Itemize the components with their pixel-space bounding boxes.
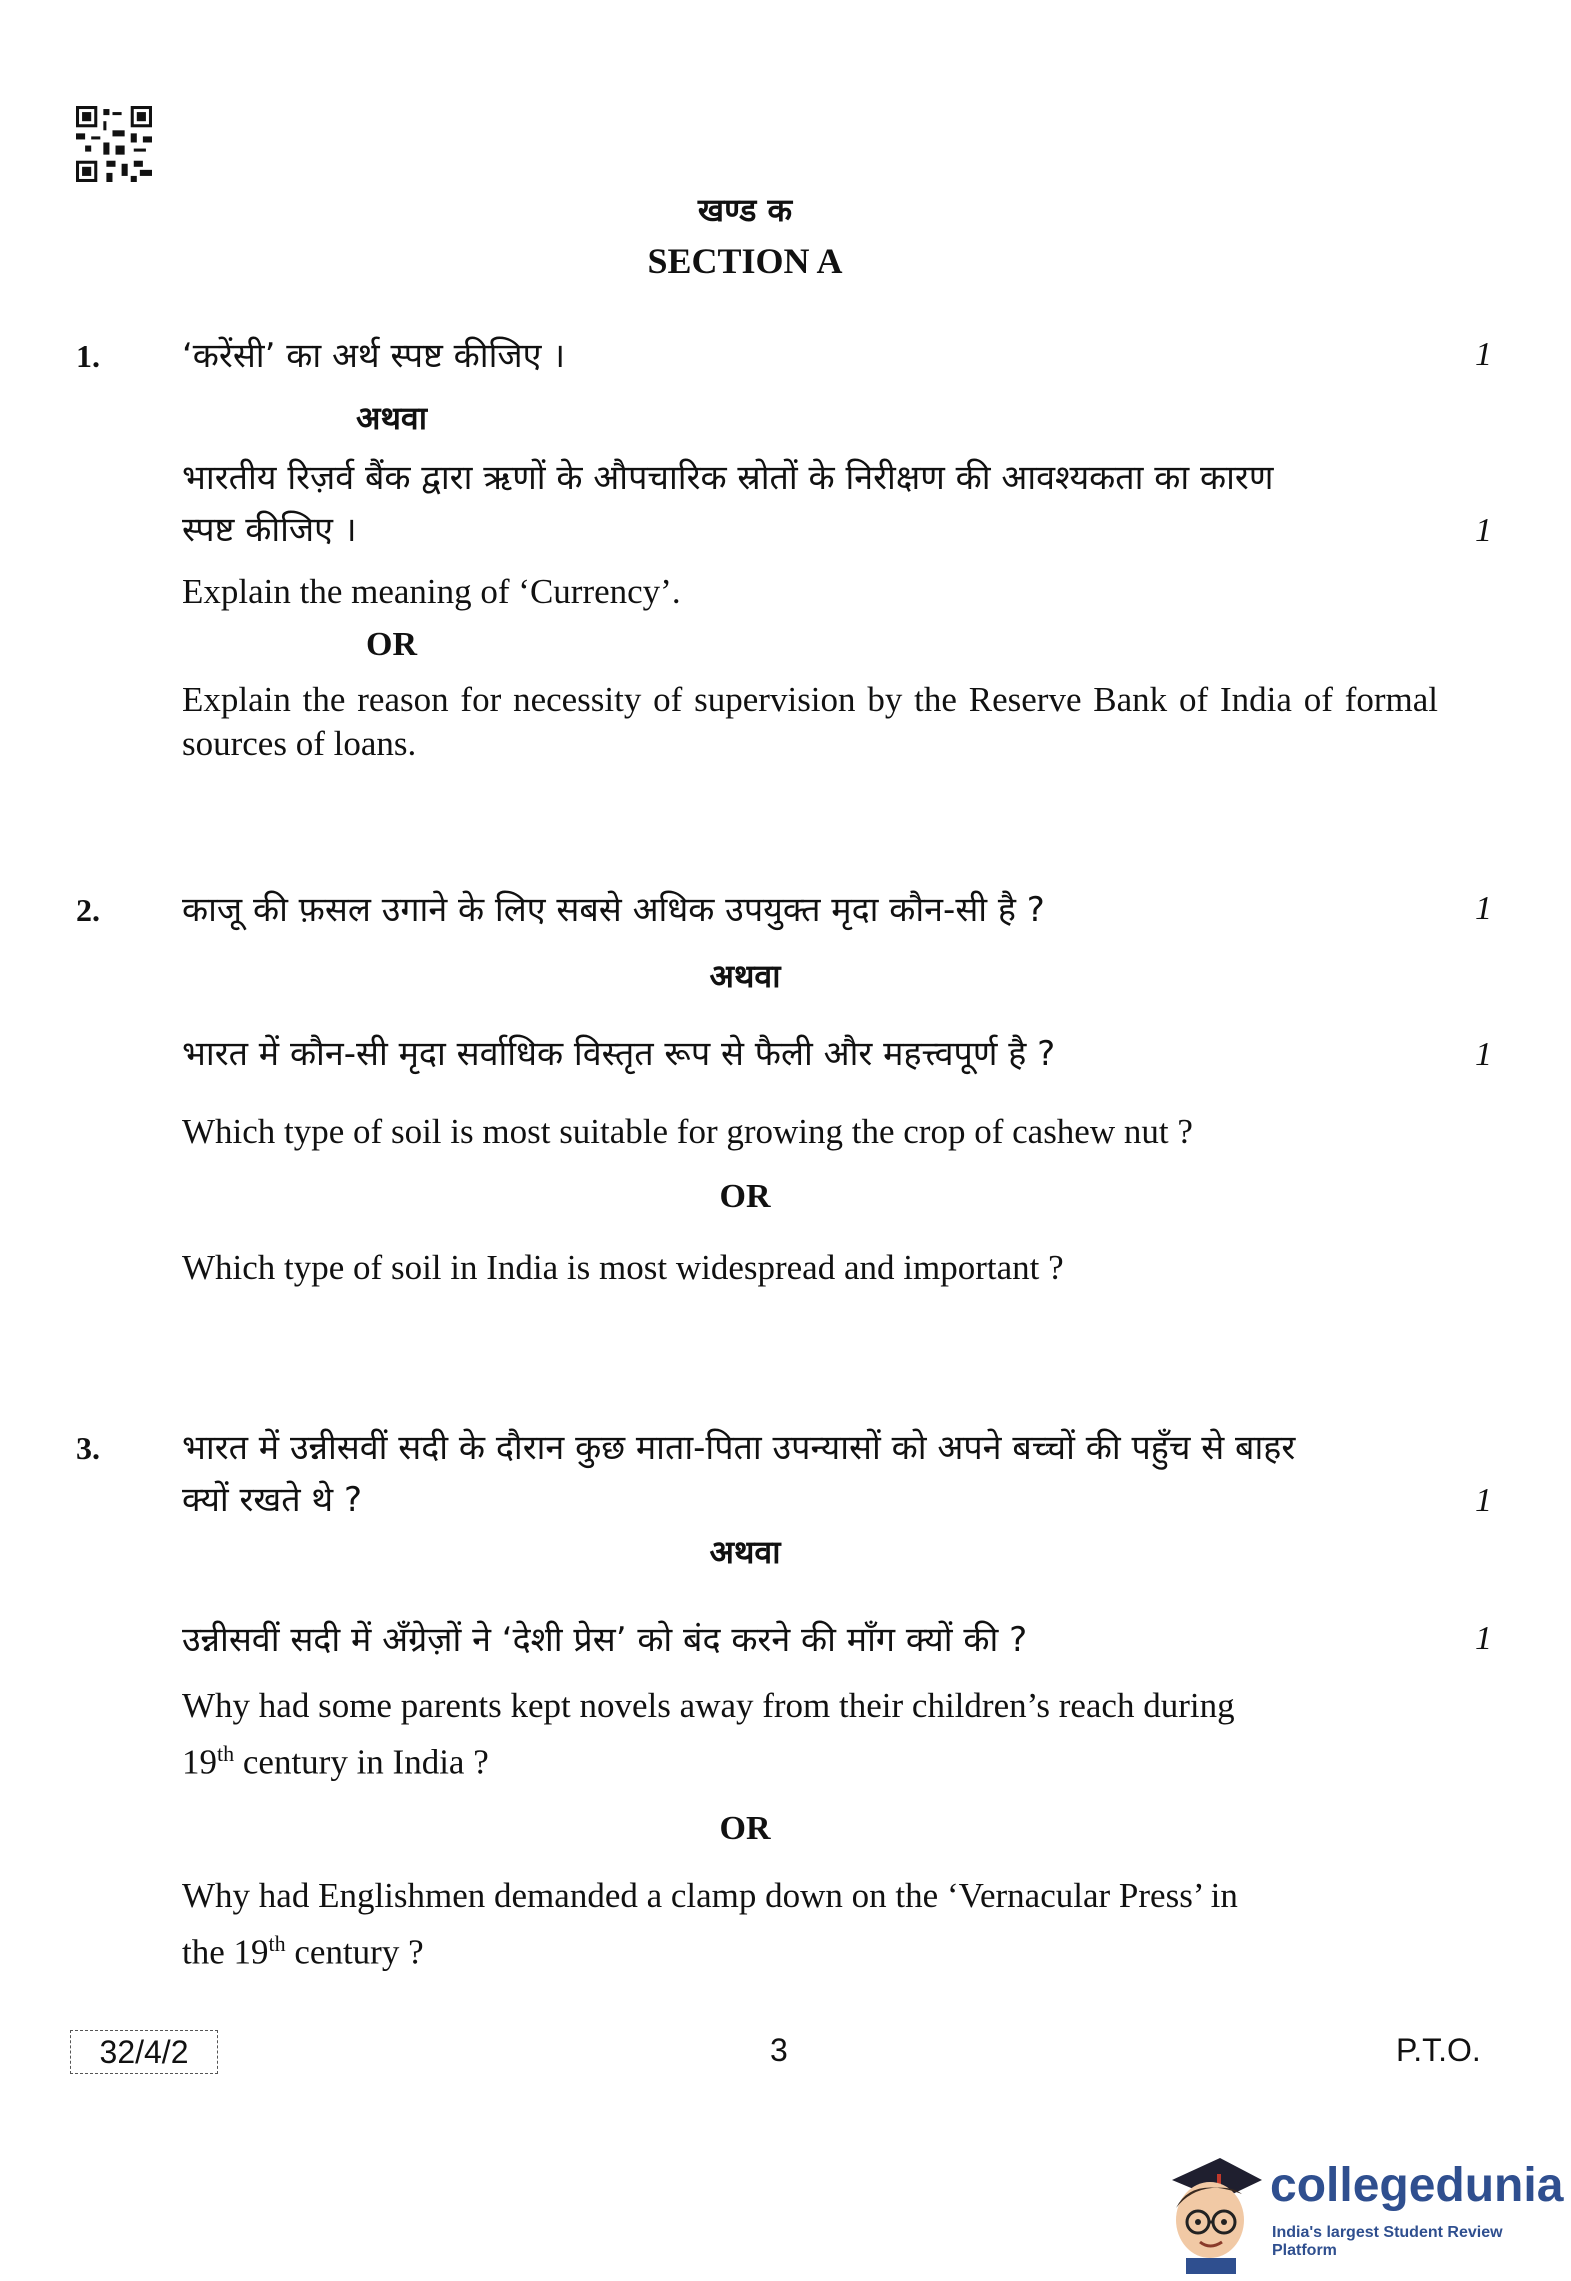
paper-code: 32/4/2 [70, 2030, 218, 2074]
watermark-tagline: India's largest Student Review Platform [1272, 2224, 1503, 2259]
alt-question-hindi-line-1: भारतीय रिज़र्व बैंक द्वारा ऋणों के औपचारिक स्रोतों के निरीक्षण की आवश्यकता का कारण [182, 458, 1274, 498]
or-label-hindi: अथवा [356, 399, 427, 437]
page-number: 3 [770, 2032, 788, 2068]
section-title: SECTION A [647, 241, 843, 281]
question-number: 2. [76, 892, 100, 928]
text-segment: the 19 [182, 1932, 269, 1972]
or-label-hindi: अथवा [709, 957, 781, 995]
alt-question-english: Explain the reason for necessity of supervision by the Reserve Bank of India of formal sources of loans. [182, 680, 1438, 763]
text-segment: 19 [182, 1742, 217, 1782]
question-text-hindi-line-1: भारत में उन्नीसवीं सदी के दौरान कुछ माता-पिता उपन्यासों को अपने बच्चों की पहुँच से बाहर [182, 1428, 1296, 1468]
question-marks: 1 [1475, 512, 1492, 549]
question-text-english-line-1: Why had some parents kept novels away from their children’s reach during [182, 1686, 1235, 1725]
or-label: OR [719, 1178, 771, 1215]
question-marks: 1 [1475, 336, 1492, 373]
qr-code-icon [76, 106, 152, 182]
superscript: th [268, 1931, 286, 1956]
question-text-english-line-2 [182, 1732, 1438, 1785]
section-title-hindi: खण्ड क [697, 191, 793, 229]
mascot-logo-icon [1162, 2150, 1266, 2274]
question-marks: 1 [1475, 1620, 1492, 1657]
question-text-hindi: काजू की फ़सल उगाने के लिए सबसे अधिक उपयुक्त मृदा कौन-सी है ? [182, 890, 1045, 930]
watermark-logo-text: collegedunia [1270, 2159, 1564, 2212]
question-marks: 1 [1475, 1036, 1492, 1073]
text-segment: century in India ? [234, 1742, 489, 1782]
question-marks: 1 [1475, 1482, 1492, 1519]
alt-question-hindi: उन्नीसवीं सदी में अँग्रेज़ों ने ‘देशी प्रेस’ को बंद करने की माँग क्यों की ? [182, 1620, 1028, 1660]
alt-question-hindi-line-2: स्पष्ट कीजिए । [182, 510, 357, 550]
alt-question-english-line-1: Why had Englishmen demanded a clamp down on the ‘Vernacular Press’ in [182, 1876, 1238, 1915]
or-label: OR [719, 1810, 771, 1847]
question-text-english: Explain the meaning of ‘Currency’. [182, 572, 681, 611]
question-marks: 1 [1475, 890, 1492, 927]
alt-question-english: Which type of soil in India is most widespread and important ? [182, 1248, 1064, 1287]
or-label: OR [366, 626, 417, 663]
question-text-hindi-line-2: क्यों रखते थे ? [182, 1480, 363, 1520]
text-segment: century ? [285, 1932, 424, 1972]
pto-label: P.T.O. [1396, 2032, 1481, 2068]
alt-question-english-line-2 [182, 1922, 1438, 1975]
question-number: 1. [76, 338, 100, 374]
superscript: th [217, 1741, 235, 1766]
question-text-english: Which type of soil is most suitable for growing the crop of cashew nut ? [182, 1112, 1193, 1151]
alt-question-hindi: भारत में कौन-सी मृदा सर्वाधिक विस्तृत रूप से फैली और महत्त्वपूर्ण है ? [182, 1034, 1056, 1074]
question-number: 3. [76, 1430, 100, 1466]
question-text-hindi: ‘करेंसी’ का अर्थ स्पष्ट कीजिए । [182, 336, 566, 376]
or-label-hindi: अथवा [709, 1533, 781, 1571]
